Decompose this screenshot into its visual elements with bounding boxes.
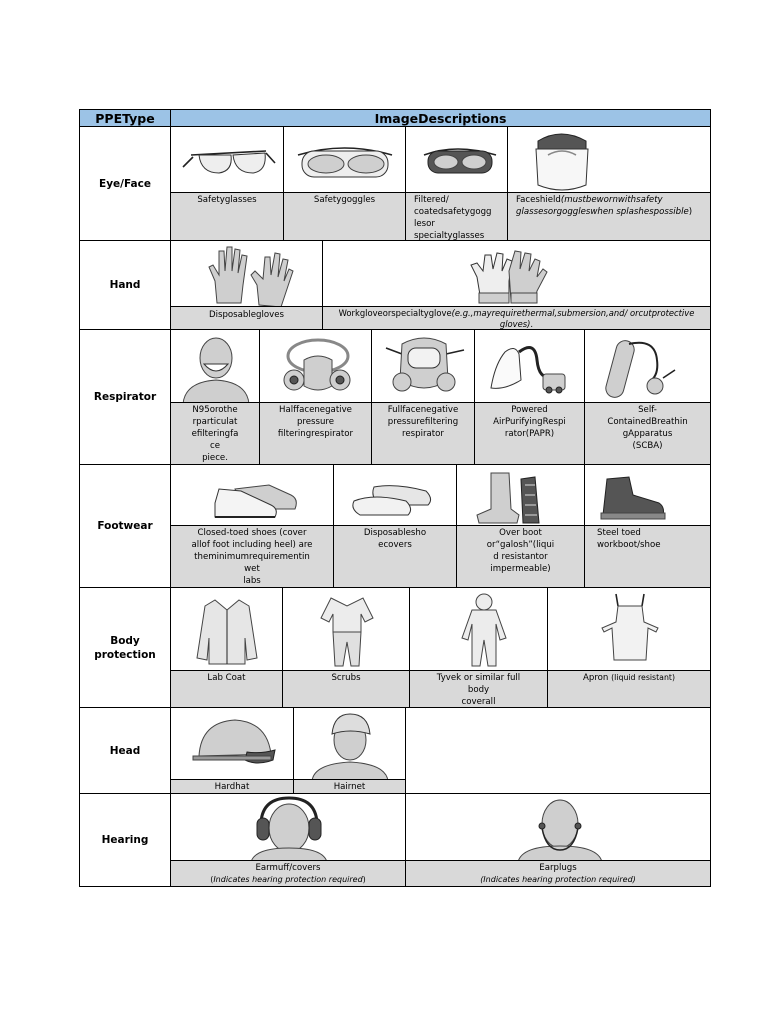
closed-toed-shoes-icon — [171, 465, 335, 527]
img-lab-coat — [170, 587, 283, 671]
img-filtered-goggles — [405, 126, 508, 193]
earmuffs-paren-open: ( — [210, 875, 214, 884]
tyvek-coverall-icon — [410, 588, 549, 672]
img-disposable-gloves — [170, 240, 323, 307]
caption-tyvek-coverall: Tyvek or similar full body coverall — [409, 670, 548, 708]
earplugs-note: (Indicates hearing protection required) — [480, 875, 636, 884]
apron-main: Apron — [583, 673, 612, 683]
row-label-body-line2: protection — [94, 648, 156, 661]
header-image-descriptions: ImageDescriptions — [170, 109, 711, 127]
img-closed-toed-shoes — [170, 464, 334, 526]
row-label-footwear: Footwear — [79, 464, 171, 588]
empty-head-cell — [405, 707, 711, 794]
faceshield-main: Faceshield — [516, 195, 561, 205]
workglove-close: . — [530, 319, 534, 329]
row-label-hearing: Hearing — [79, 793, 171, 887]
img-over-boot — [456, 464, 585, 526]
caption-hardhat: Hardhat — [170, 779, 294, 794]
caption-full-face-respirator: Fullfacenegative pressurefiltering respirator — [371, 402, 475, 465]
scba-icon — [585, 330, 712, 404]
row-label-head: Head — [79, 707, 171, 794]
img-faceshield — [507, 126, 711, 193]
half-face-respirator-icon — [260, 330, 373, 404]
hairnet-icon — [294, 708, 407, 781]
caption-safety-goggles: Safetygoggles — [283, 192, 406, 241]
shoe-covers-icon — [334, 465, 458, 527]
caption-earplugs — [405, 860, 711, 887]
caption-papr: Powered AirPurifyingRespi rator(PAPR) — [474, 402, 585, 465]
earmuffs-main: Earmuff/covers — [255, 863, 321, 873]
papr-icon — [475, 330, 586, 404]
img-shoe-covers — [333, 464, 457, 526]
caption-filtered-goggles: Filtered/ coatedsafetygogg lesor specialtyglasses — [405, 192, 508, 241]
caption-apron — [547, 670, 711, 708]
img-earplugs — [405, 793, 711, 861]
lab-coat-icon — [171, 588, 284, 672]
hardhat-icon — [171, 708, 295, 781]
filtered-goggles-icon — [406, 127, 509, 194]
row-label-hand: Hand — [79, 240, 171, 330]
img-n95 — [170, 329, 260, 403]
safety-goggles-icon — [284, 127, 407, 194]
n95-mask-icon — [171, 330, 261, 404]
faceshield-note: (mustbewornwithsafety glassesorgoggleswhen splashespossible — [516, 195, 689, 217]
workglove-note: (e.g.,mayrequirethermal,submersion,and/ orcutprotective gloves) — [451, 308, 695, 329]
caption-scba: Self- ContainedBreathin gApparatus (SCBA) — [584, 402, 711, 465]
img-steel-toed-boot — [584, 464, 711, 526]
img-hardhat — [170, 707, 294, 780]
caption-disposable-gloves: Disposablegloves — [170, 306, 323, 330]
caption-hairnet: Hairnet — [293, 779, 406, 794]
img-tyvek-coverall — [409, 587, 548, 671]
earmuffs-paren-close: ) — [362, 875, 366, 884]
scrubs-icon — [283, 588, 411, 672]
steel-toed-boot-icon — [585, 465, 712, 527]
faceshield-close: ) — [688, 207, 693, 217]
earmuffs-icon — [171, 794, 407, 862]
img-safety-goggles — [283, 126, 406, 193]
caption-earmuffs — [170, 860, 406, 887]
apron-icon — [548, 588, 712, 672]
img-apron — [547, 587, 711, 671]
caption-closed-toed-shoes: Closed-toed shoes (cover allof foot including heel) are theminimumrequirementin wet labs — [170, 525, 334, 588]
img-half-face-respirator — [259, 329, 372, 403]
header-ppe-type: PPEType — [79, 109, 171, 127]
img-full-face-respirator — [371, 329, 475, 403]
img-work-gloves — [322, 240, 711, 307]
img-scba — [584, 329, 711, 403]
row-label-eye-face: Eye/Face — [79, 126, 171, 241]
caption-steel-toed-boot: Steel toed workboot/shoe — [584, 525, 711, 588]
caption-faceshield — [507, 192, 711, 241]
over-boot-icon — [457, 465, 586, 527]
row-label-body-line1: Body — [110, 634, 140, 647]
earmuffs-note: Indicates hearing protection required — [213, 875, 363, 884]
work-gloves-icon — [323, 241, 712, 308]
caption-half-face-respirator: Halffacenegative pressure filteringrespirator — [259, 402, 372, 465]
caption-n95: N95orothe rparticulat efilteringfa ce piece. — [170, 402, 260, 465]
full-face-respirator-icon — [372, 330, 476, 404]
row-label-respirator: Respirator — [79, 329, 171, 465]
row-label-body-protection — [79, 587, 171, 708]
img-earmuffs — [170, 793, 406, 861]
earplugs-icon — [406, 794, 712, 862]
disposable-gloves-icon — [171, 241, 324, 308]
caption-lab-coat: Lab Coat — [170, 670, 283, 708]
workglove-main: Workgloveorspecialtyglove — [338, 308, 452, 318]
caption-shoe-covers: Disposablesho ecovers — [333, 525, 457, 588]
caption-work-gloves — [322, 306, 711, 330]
earplugs-main: Earplugs — [539, 863, 577, 873]
img-scrubs — [282, 587, 410, 671]
caption-over-boot: Over boot or“galosh”(liqui d resistantor impermeable) — [456, 525, 585, 588]
caption-scrubs: Scrubs — [282, 670, 410, 708]
faceshield-icon — [508, 127, 712, 194]
caption-safety-glasses: Safetyglasses — [170, 192, 284, 241]
apron-note: (liquid resistant) — [611, 673, 675, 682]
img-safety-glasses — [170, 126, 284, 193]
safety-glasses-icon — [171, 127, 285, 194]
img-papr — [474, 329, 585, 403]
img-hairnet — [293, 707, 406, 780]
